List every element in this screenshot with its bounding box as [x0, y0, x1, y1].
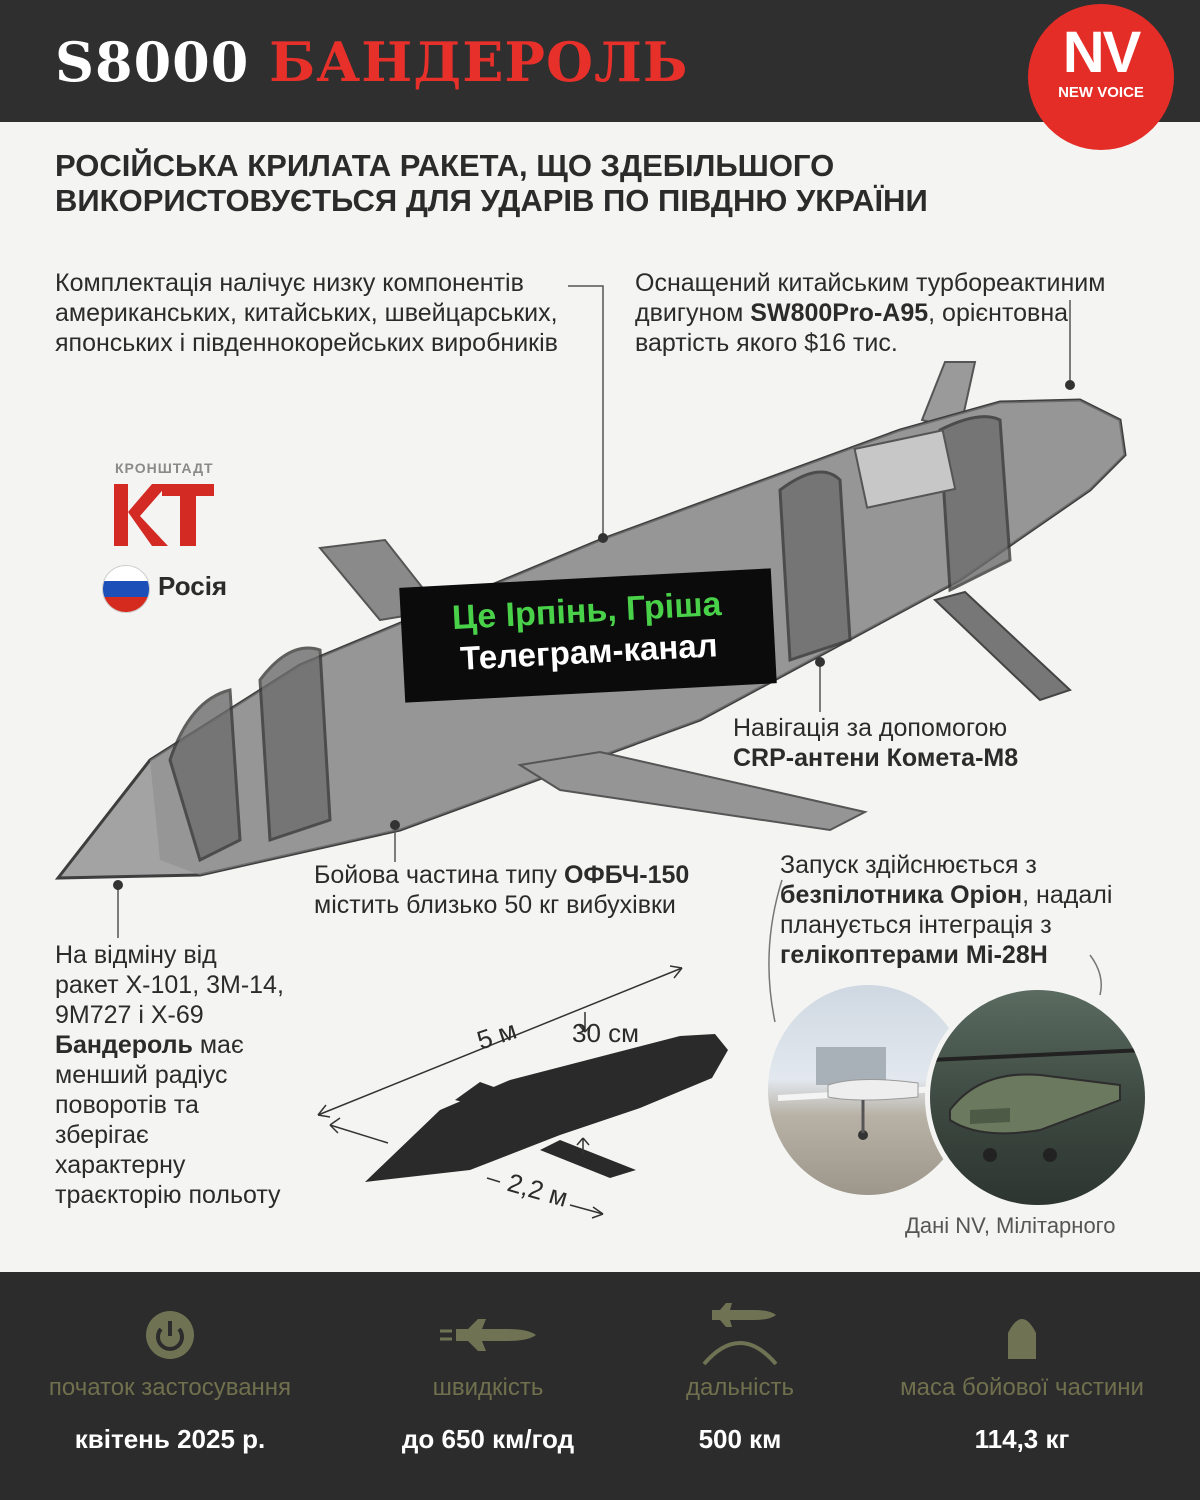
stat-start	[25, 1300, 315, 1455]
launch-helicopter: гелікоптерами Мі-28Н	[780, 941, 1048, 969]
launch-note	[780, 850, 1160, 970]
russia-flag-icon	[102, 565, 150, 613]
warhead-icon	[1004, 1309, 1040, 1361]
navigation-note-prefix: Навігація за допомогою	[733, 714, 1008, 742]
launch-note-mid: , надалі планується інтеграція з	[780, 881, 1113, 939]
difference-note-suffix: має менший радіус поворотів та зберігає характерну траєкторію польоту	[55, 1031, 281, 1209]
title-name: БАНДЕРОЛЬ	[269, 30, 689, 94]
power-icon	[144, 1309, 196, 1361]
warhead-note-prefix: Бойова частина типу	[314, 861, 564, 889]
warhead-type: ОФБЧ-150	[563, 861, 690, 889]
stat-warhead-mass	[877, 1300, 1167, 1455]
stat-start-label: початок застосування	[48, 1374, 292, 1401]
navigation-antenna: CRP-антени Комета-М8	[733, 744, 1019, 772]
stat-start-value: квітень 2025 р.	[74, 1424, 266, 1454]
watermark-line-1: Це Ірпінь, Гріша	[451, 585, 723, 638]
length-label: 5 м	[473, 1014, 521, 1056]
launch-drone: безпілотника Оріон	[780, 881, 1023, 909]
mi28-helicopter-photo	[925, 985, 1150, 1210]
launch-note-prefix: Запуск здійснюється з	[780, 851, 1037, 879]
stat-speed	[343, 1300, 633, 1455]
diameter-label: 30 см	[572, 1018, 640, 1048]
warhead-note-suffix: містить близько 50 кг вибухівки	[314, 891, 676, 919]
stat-warhead-value: 114,3 кг	[974, 1424, 1070, 1454]
telegram-watermark	[399, 568, 777, 702]
stat-speed-value: до 650 км/год	[401, 1424, 575, 1454]
missile-silhouette	[365, 1034, 728, 1182]
country-name: Росія	[158, 571, 228, 601]
kt-logo	[112, 482, 216, 548]
stat-range-label: дальність	[686, 1374, 794, 1401]
stat-warhead-label: маса бойової частини	[900, 1374, 1144, 1401]
logo-sub-text: NEW VOICE	[1058, 84, 1144, 101]
engine-note-suffix: , орієнтовна вартість якого $16 тис.	[635, 299, 1069, 357]
range-arc-icon	[700, 1302, 780, 1368]
difference-note-prefix: На відміну від ракет Х-101, 3М-14, 9М727 і Х-69	[55, 941, 284, 1029]
watermark-line-2: Телеграм-канал	[459, 626, 719, 677]
subtitle: РОСІЙСЬКА КРИЛАТА РАКЕТА, ЩО ЗДЕБІЛЬШОГО ВИКОРИСТОВУЄТЬСЯ ДЛЯ УДАРІВ ПО ПІВДНЮ УКРАЇНИ	[55, 148, 928, 218]
engine-note	[635, 268, 1155, 358]
engine-model: SW800Pro-A95	[750, 299, 929, 327]
stat-speed-label: швидкість	[432, 1374, 544, 1401]
missile-icon	[438, 1315, 538, 1355]
silhouette-lower-wing	[540, 1140, 636, 1178]
logo-main-text: NV	[1062, 20, 1140, 85]
engine-note-prefix: Оснащений китайським турбореактиним двигуном	[635, 269, 1106, 327]
warhead-note	[314, 860, 744, 920]
difference-name: Бандероль	[55, 1031, 193, 1059]
navigation-note	[733, 713, 1153, 773]
stat-range-value: 500 км	[698, 1424, 782, 1454]
title-model: S8000	[55, 30, 250, 94]
manufacturer-label: КРОНШТАДТ	[115, 460, 214, 476]
source-credit: Дані NV, Мілітарного	[905, 1213, 1116, 1238]
stat-range	[595, 1300, 885, 1455]
lower-tail-fin	[935, 592, 1070, 700]
components-note: Комплектація налічує низку компонентів американських, китайських, швейцарських, японських і південнокорейських виробників	[55, 269, 558, 357]
difference-note	[55, 940, 285, 1210]
wingspan-label: 2,2 м	[504, 1167, 572, 1213]
helicopter-icon	[930, 990, 1145, 1205]
